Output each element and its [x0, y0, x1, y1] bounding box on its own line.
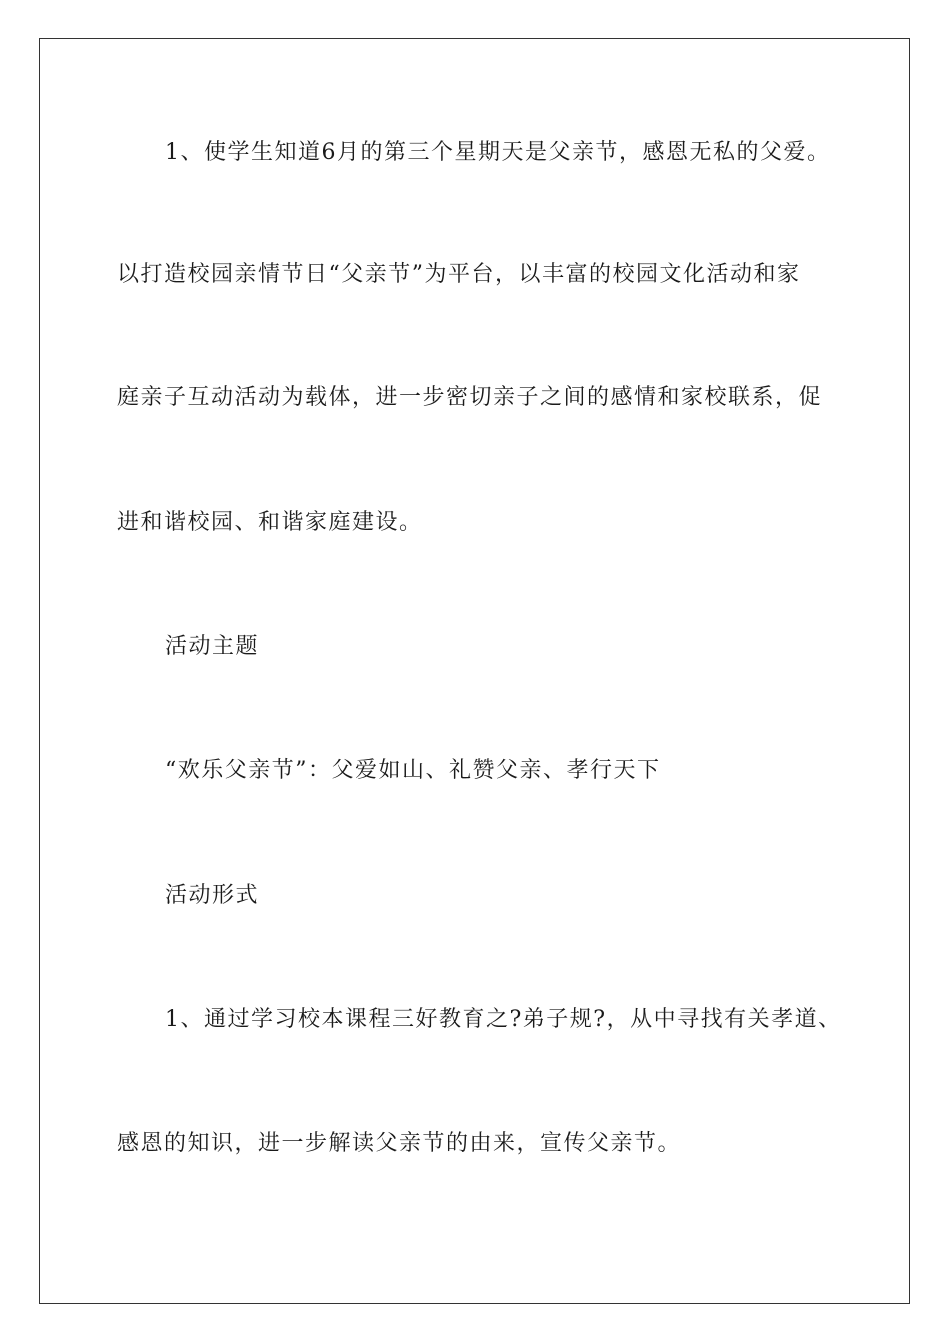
paragraph-goal-line-4: 进和谐校园、和谐家庭建设。	[117, 510, 423, 535]
paragraph-goal-line-3: 庭亲子互动活动为载体，进一步密切亲子之间的感情和家校联系，促	[117, 385, 823, 410]
page-border	[39, 38, 910, 1304]
heading-activity-theme: 活动主题	[165, 634, 260, 659]
heading-activity-form: 活动形式	[165, 883, 260, 908]
paragraph-goal-line-1: 1、使学生知道6月的第三个星期天是父亲节，感恩无私的父爱。	[165, 140, 831, 165]
activity-theme-text: “欢乐父亲节”：父爱如山、礼赞父亲、孝行天下	[165, 758, 661, 783]
activity-form-line-1: 1、通过学习校本课程三好教育之?弟子规?，从中寻找有关孝道、	[165, 1007, 842, 1032]
paragraph-goal-line-2: 以打造校园亲情节日“父亲节”为平台，以丰富的校园文化活动和家	[117, 262, 801, 287]
activity-form-line-2: 感恩的知识，进一步解读父亲节的由来，宣传父亲节。	[117, 1131, 682, 1156]
